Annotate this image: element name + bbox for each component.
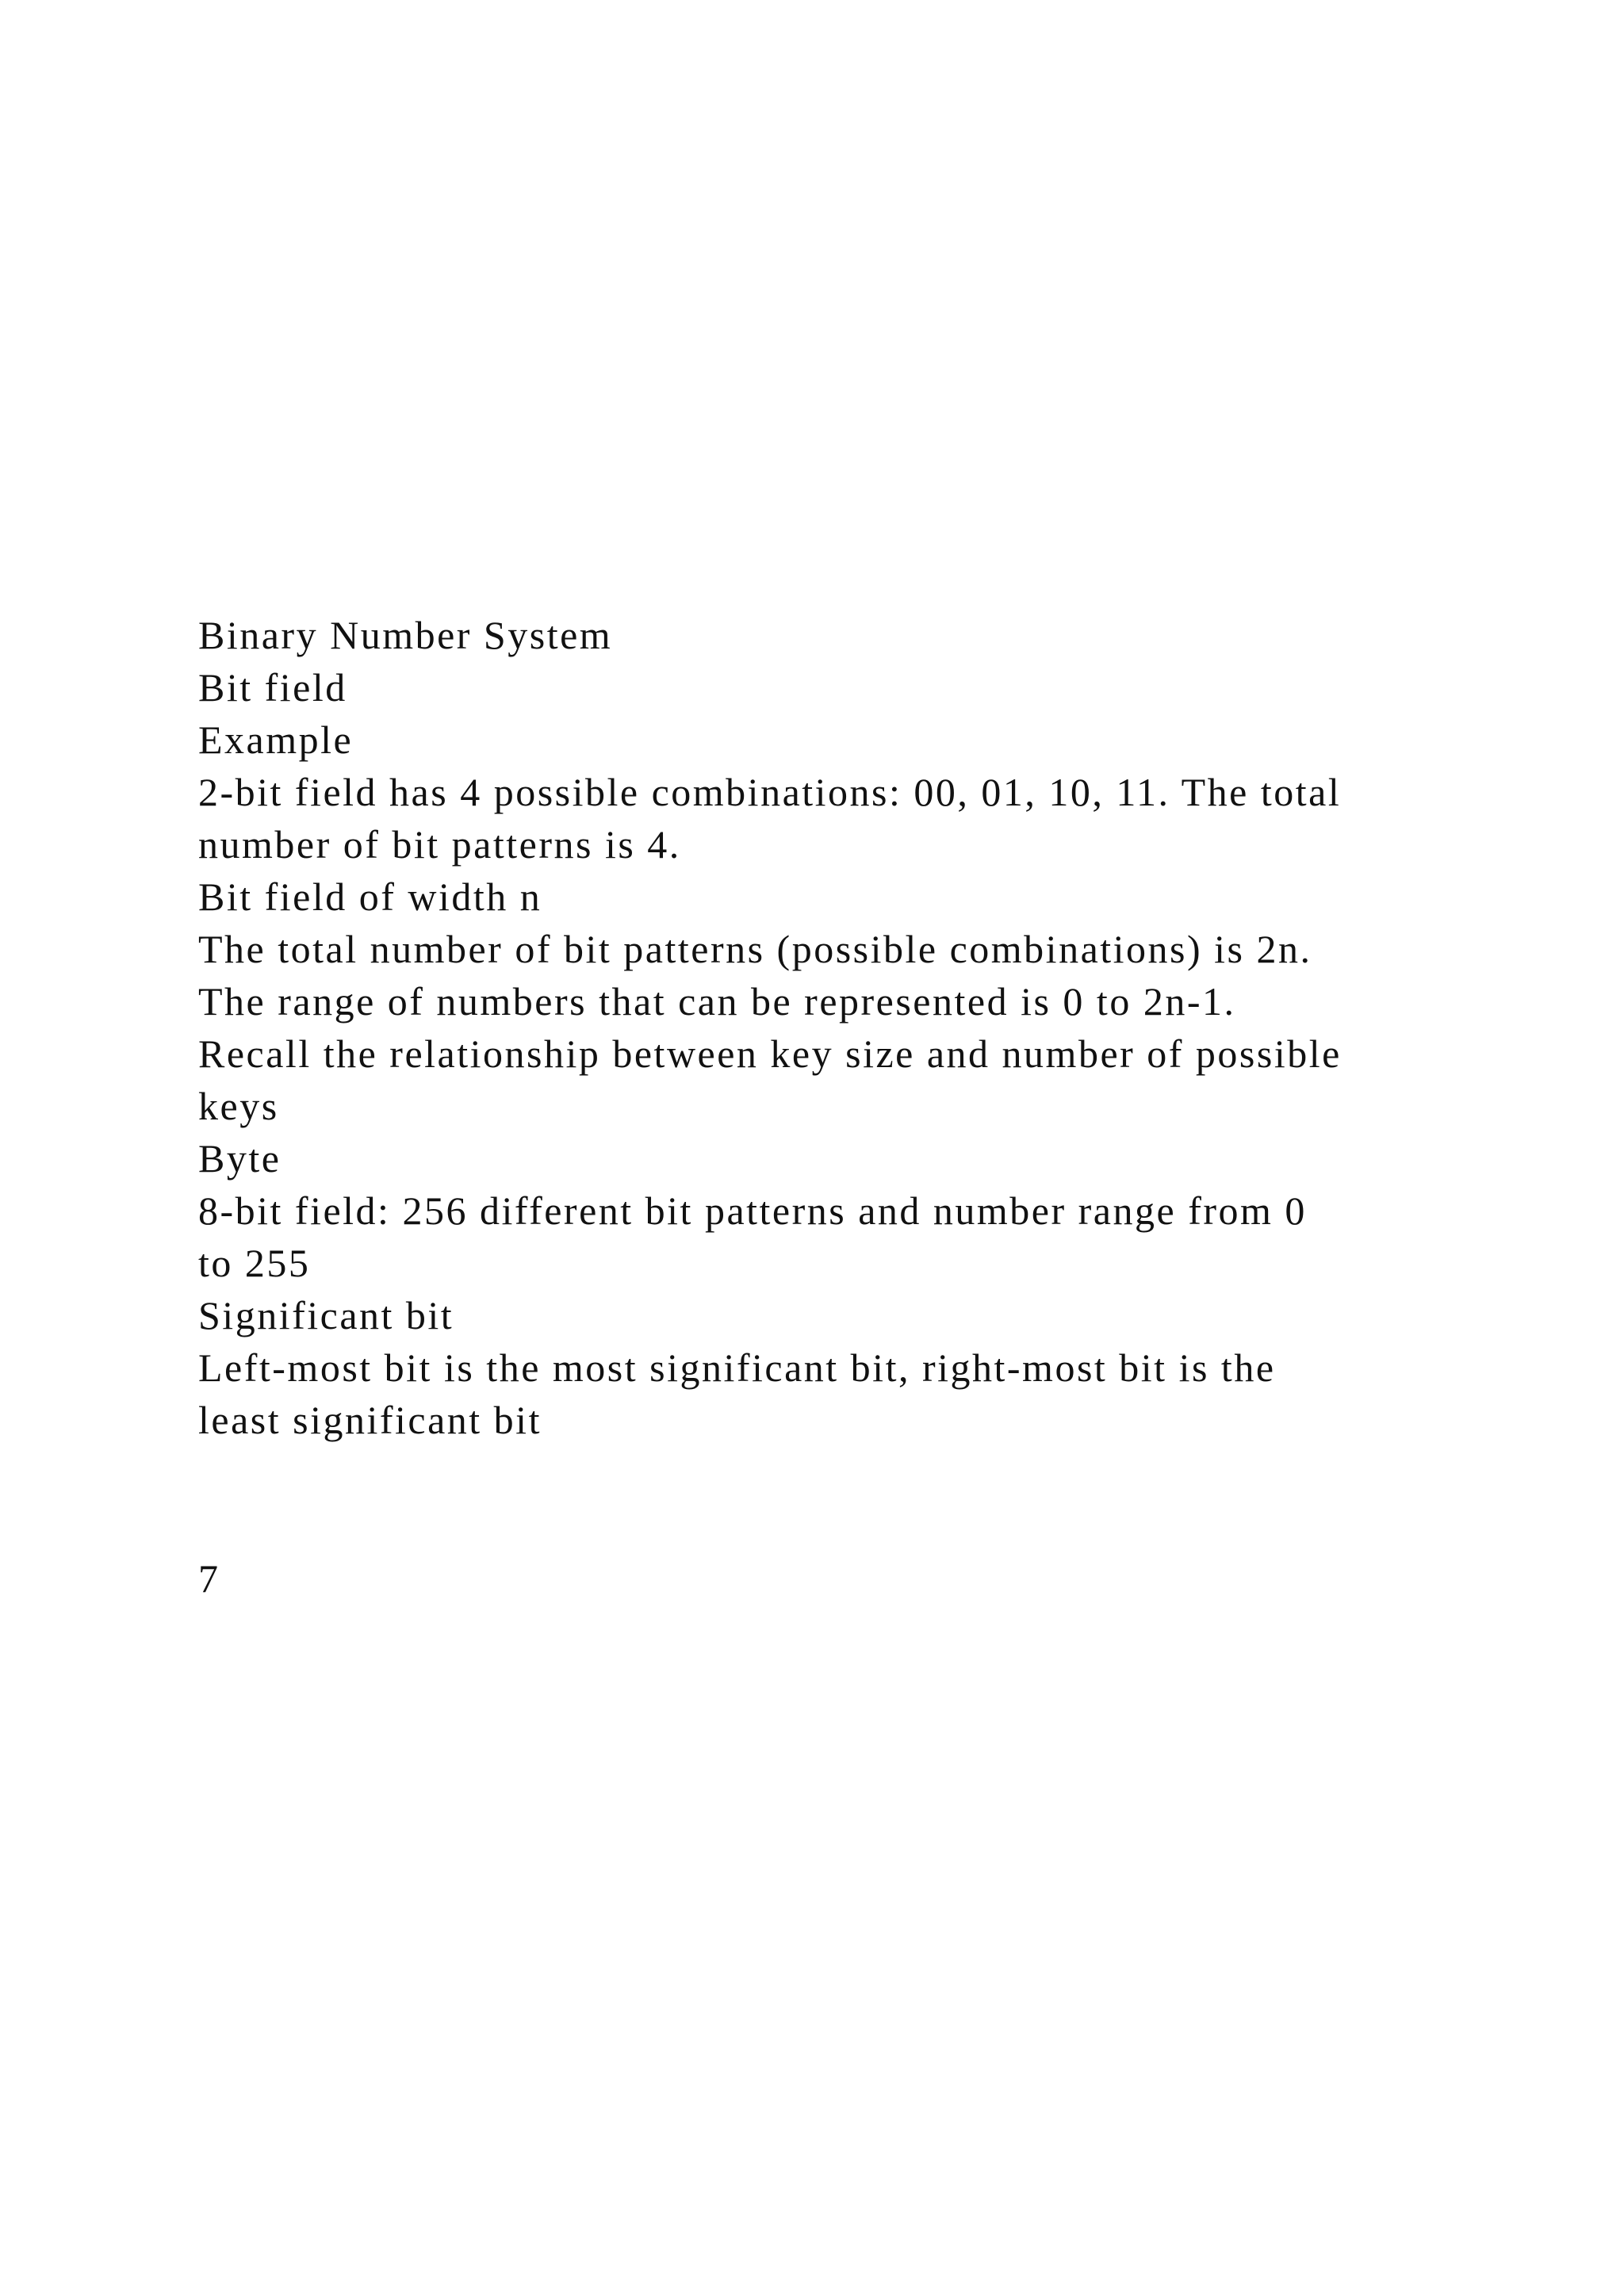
page-number: 7: [198, 1556, 218, 1601]
subheading-bit-field-width-n: Bit field of width n: [198, 874, 542, 919]
text-line: Left-most bit is the most significant bit, right-most bit is the: [198, 1345, 1276, 1390]
text-line: to 255: [198, 1241, 311, 1285]
heading-binary-number-system: Binary Number System: [198, 613, 613, 657]
text-line: number of bit patterns is 4.: [198, 822, 681, 867]
text-line: The range of numbers that can be represented is 0 to 2n-1.: [198, 979, 1236, 1024]
heading-bit-field: Bit field: [198, 665, 347, 710]
heading-byte: Byte: [198, 1136, 282, 1181]
subheading-example: Example: [198, 718, 354, 762]
text-line: The total number of bit patterns (possible combinations) is 2n.: [198, 927, 1312, 971]
text-line: 2-bit field has 4 possible combinations: 00, 01, 10, 11. The total: [198, 770, 1342, 814]
text-line: 8-bit field: 256 different bit patterns and number range from 0: [198, 1188, 1307, 1233]
text-line: Recall the relationship between key size and number of possible: [198, 1031, 1342, 1076]
text-line: keys: [198, 1084, 279, 1128]
text-line: least significant bit: [198, 1398, 542, 1442]
heading-significant-bit: Significant bit: [198, 1293, 454, 1337]
document-body: [198, 609, 1483, 1446]
